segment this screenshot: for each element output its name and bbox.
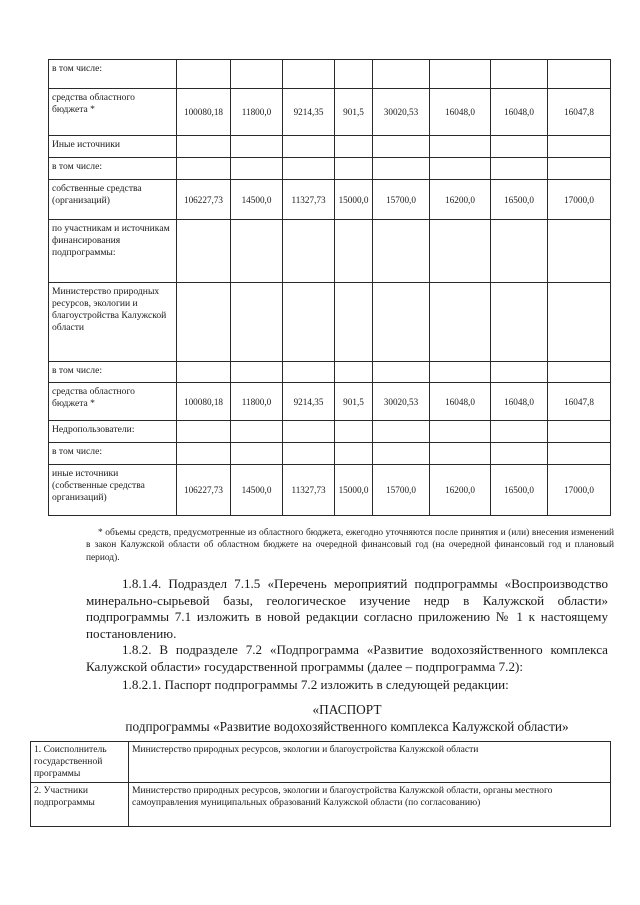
value-cell: 30020,53 — [373, 383, 430, 421]
value-cell — [335, 421, 373, 443]
row-label: иные источники (собственные средства организаций) — [49, 465, 177, 516]
value-cell — [335, 136, 373, 158]
finance-row — [49, 465, 611, 516]
value-cell — [430, 220, 491, 283]
value-cell — [491, 136, 548, 158]
value-cell — [491, 283, 548, 362]
value-cell: 15000,0 — [335, 180, 373, 220]
value-cell — [177, 136, 231, 158]
value-cell: 14500,0 — [231, 180, 283, 220]
value-cell — [430, 136, 491, 158]
passport-value: Министерство природных ресурсов, экологии и благоустройства Калужской области, органы местного самоуправления муниципальных образований Калужской области (по согласованию) — [129, 783, 611, 827]
passport-table — [30, 741, 611, 827]
value-cell — [491, 60, 548, 89]
value-cell — [231, 421, 283, 443]
row-label: средства областного бюджета * — [49, 89, 177, 136]
value-cell: 30020,53 — [373, 89, 430, 136]
row-label: Министерство природных ресурсов, экологии и благоустройства Калужской области — [49, 283, 177, 362]
value-cell — [548, 136, 611, 158]
value-cell: 901,5 — [335, 383, 373, 421]
value-cell — [430, 362, 491, 383]
finance-row — [49, 283, 611, 362]
paragraph-1-8-2: 1.8.2. В подразделе 7.2 «Подпрограмма «Развитие водохозяйственного комплекса Калужской области» государственной программы (далее – подпрограмма 7.2): — [86, 642, 608, 674]
value-cell: 17000,0 — [548, 465, 611, 516]
row-label: в том числе: — [49, 443, 177, 465]
value-cell — [283, 136, 335, 158]
finance-row — [49, 60, 611, 89]
value-cell — [177, 421, 231, 443]
value-cell — [283, 283, 335, 362]
value-cell — [231, 60, 283, 89]
value-cell — [373, 421, 430, 443]
row-label: в том числе: — [49, 158, 177, 180]
row-label: по участникам и источникам финансирования подпрограммы: — [49, 220, 177, 283]
value-cell — [231, 443, 283, 465]
financing-table — [48, 59, 611, 516]
finance-row — [49, 180, 611, 220]
value-cell — [283, 362, 335, 383]
value-cell: 16500,0 — [491, 180, 548, 220]
value-cell: 9214,35 — [283, 89, 335, 136]
footnote — [86, 527, 614, 564]
value-cell — [491, 220, 548, 283]
value-cell — [177, 443, 231, 465]
value-cell — [335, 158, 373, 180]
value-cell — [373, 283, 430, 362]
value-cell: 11800,0 — [231, 383, 283, 421]
value-cell — [283, 158, 335, 180]
value-cell: 11327,73 — [283, 180, 335, 220]
value-cell — [548, 443, 611, 465]
value-cell — [231, 362, 283, 383]
row-label: в том числе: — [49, 362, 177, 383]
value-cell — [335, 443, 373, 465]
value-cell — [491, 421, 548, 443]
row-label: Иные источники — [49, 136, 177, 158]
paragraph-1-8-2-1: 1.8.2.1. Паспорт подпрограммы 7.2 изложить в следующей редакции: — [122, 677, 509, 692]
value-cell — [373, 443, 430, 465]
value-cell — [373, 220, 430, 283]
value-cell — [430, 60, 491, 89]
value-cell: 16200,0 — [430, 465, 491, 516]
value-cell — [177, 362, 231, 383]
value-cell — [283, 60, 335, 89]
finance-row — [49, 443, 611, 465]
value-cell: 17000,0 — [548, 180, 611, 220]
row-label: в том числе: — [49, 60, 177, 89]
value-cell — [373, 362, 430, 383]
passport-value: Министерство природных ресурсов, экологии и благоустройства Калужской области — [129, 742, 611, 783]
passport-title: «ПАСПОРТ — [312, 702, 382, 717]
value-cell — [373, 136, 430, 158]
value-cell: 16500,0 — [491, 465, 548, 516]
finance-row — [49, 220, 611, 283]
value-cell — [430, 443, 491, 465]
value-cell: 16048,0 — [491, 89, 548, 136]
value-cell — [335, 220, 373, 283]
value-cell: 16200,0 — [430, 180, 491, 220]
value-cell: 11327,73 — [283, 465, 335, 516]
value-cell — [283, 443, 335, 465]
value-cell — [373, 158, 430, 180]
value-cell — [548, 421, 611, 443]
finance-row — [49, 136, 611, 158]
passport-subtitle: подпрограммы «Развитие водохозяйственного комплекса Калужской области» — [125, 719, 569, 734]
finance-row — [49, 383, 611, 421]
finance-row — [49, 421, 611, 443]
value-cell: 15700,0 — [373, 180, 430, 220]
value-cell — [491, 362, 548, 383]
value-cell: 9214,35 — [283, 383, 335, 421]
value-cell: 901,5 — [335, 89, 373, 136]
finance-row — [49, 89, 611, 136]
value-cell: 15700,0 — [373, 465, 430, 516]
passport-label: 2. Участники подпрограммы — [31, 783, 129, 827]
value-cell — [335, 283, 373, 362]
value-cell: 106227,73 — [177, 465, 231, 516]
value-cell: 106227,73 — [177, 180, 231, 220]
value-cell — [430, 421, 491, 443]
value-cell: 16048,0 — [491, 383, 548, 421]
row-label: Недропользователи: — [49, 421, 177, 443]
value-cell — [373, 60, 430, 89]
value-cell: 100080,18 — [177, 89, 231, 136]
footnote-text: * объемы средств, предусмотренные из областного бюджета, ежегодно уточняются после принятия и (или) внесения изменений в закон Калужской области об областном бюджете на очередной финансовый год (на очередной финансовый год и плановый период). — [86, 528, 614, 563]
value-cell — [491, 158, 548, 180]
value-cell — [430, 158, 491, 180]
value-cell — [177, 158, 231, 180]
value-cell — [231, 158, 283, 180]
value-cell — [335, 60, 373, 89]
passport-row — [31, 742, 611, 783]
value-cell — [548, 60, 611, 89]
row-label: средства областного бюджета * — [49, 383, 177, 421]
value-cell — [231, 136, 283, 158]
paragraph-1-8-1-4: 1.8.1.4. Подраздел 7.1.5 «Перечень мероприятий подпрограммы «Воспроизводство минерально-сырьевой базы, геологическое изучение недр в Калужской области» подпрограммы 7.1 изложить в новой редакции согласно приложению № 1 к настоящему постановлению. — [86, 576, 608, 641]
finance-row — [49, 158, 611, 180]
value-cell — [283, 220, 335, 283]
value-cell — [177, 283, 231, 362]
passport-row — [31, 783, 611, 827]
value-cell: 15000,0 — [335, 465, 373, 516]
value-cell: 16048,0 — [430, 89, 491, 136]
value-cell — [231, 220, 283, 283]
value-cell: 16047,8 — [548, 383, 611, 421]
value-cell — [548, 220, 611, 283]
value-cell: 16047,8 — [548, 89, 611, 136]
value-cell — [548, 158, 611, 180]
value-cell: 14500,0 — [231, 465, 283, 516]
value-cell — [548, 362, 611, 383]
passport-label: 1. Соисполнитель государственной программы — [31, 742, 129, 783]
value-cell — [335, 362, 373, 383]
value-cell — [177, 220, 231, 283]
value-cell — [548, 283, 611, 362]
value-cell — [231, 283, 283, 362]
value-cell: 100080,18 — [177, 383, 231, 421]
value-cell — [430, 283, 491, 362]
value-cell — [283, 421, 335, 443]
value-cell: 11800,0 — [231, 89, 283, 136]
value-cell: 16048,0 — [430, 383, 491, 421]
finance-row — [49, 362, 611, 383]
row-label: собственные средства (организаций) — [49, 180, 177, 220]
value-cell — [491, 443, 548, 465]
value-cell — [177, 60, 231, 89]
